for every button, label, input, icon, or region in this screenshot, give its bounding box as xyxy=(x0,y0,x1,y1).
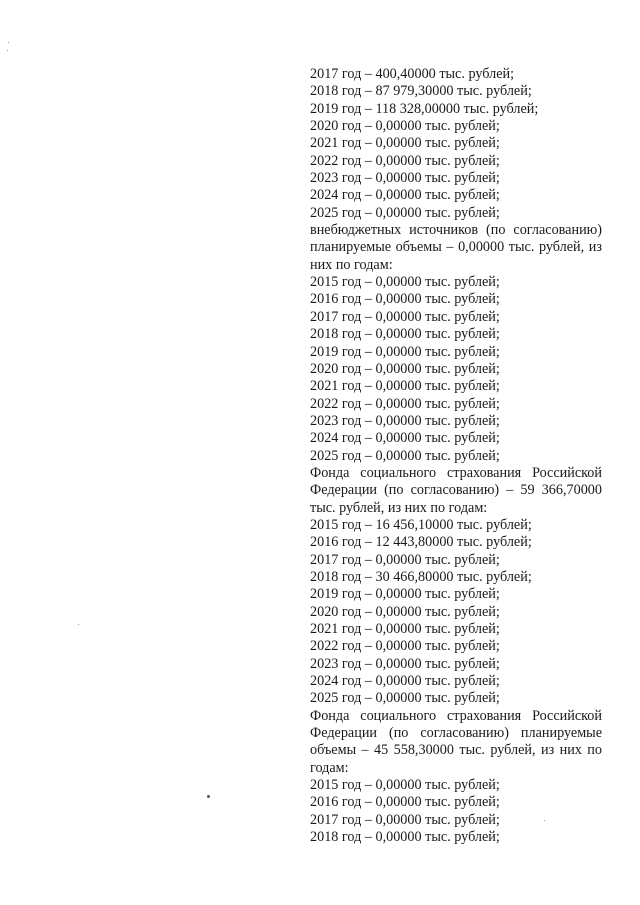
year-amount-line: 2022 год – 0,00000 тыс. рублей; xyxy=(310,395,500,412)
year-amount-line: 2022 год – 0,00000 тыс. рублей; xyxy=(310,638,500,655)
scan-speck xyxy=(7,50,8,51)
year-amount-line: 2017 год – 0,00000 тыс. рублей; xyxy=(310,811,500,828)
paragraph-social-insurance-fund-planned: Фонда социального страхования Российской Федерации (по согласованию) планируемые объемы – 45 558,30000 тыс. рублей, из них по годам: xyxy=(310,707,602,776)
scan-speck xyxy=(8,42,9,43)
year-amount-line: 2023 год – 0,00000 тыс. рублей; xyxy=(310,655,500,672)
year-amount-line: 2024 год – 0,00000 тыс. рублей; xyxy=(310,187,500,204)
paragraph-extrabudgetary: внебюджетных источников (по согласованию) планируемые объемы – 0,00000 тыс. рублей, из них по годам: xyxy=(310,222,602,273)
year-amount-line: 2024 год – 0,00000 тыс. рублей; xyxy=(310,430,500,447)
year-amount-line: 2018 год – 0,00000 тыс. рублей; xyxy=(310,326,500,343)
year-amount-line: 2018 год – 87 979,30000 тыс. рублей; xyxy=(310,83,532,100)
funding-lines-group xyxy=(310,274,602,465)
year-amount-line: 2018 год – 30 466,80000 тыс. рублей; xyxy=(310,568,532,585)
year-amount-line: 2022 год – 0,00000 тыс. рублей; xyxy=(310,152,500,169)
year-amount-line: 2025 год – 0,00000 тыс. рублей; xyxy=(310,204,500,221)
year-amount-line: 2016 год – 0,00000 тыс. рублей; xyxy=(310,794,500,811)
year-amount-line: 2023 год – 0,00000 тыс. рублей; xyxy=(310,412,500,429)
funding-lines-group xyxy=(310,777,602,846)
year-amount-line: 2016 год – 0,00000 тыс. рублей; xyxy=(310,291,500,308)
year-amount-line: 2019 год – 118 328,00000 тыс. рублей; xyxy=(310,100,539,117)
year-amount-line: 2017 год – 400,40000 тыс. рублей; xyxy=(310,66,515,82)
year-amount-line: 2015 год – 0,00000 тыс. рублей; xyxy=(310,777,500,794)
year-amount-line: 2016 год – 12 443,80000 тыс. рублей; xyxy=(310,534,532,551)
scan-speck xyxy=(78,624,79,625)
year-amount-line: 2023 год – 0,00000 тыс. рублей; xyxy=(310,170,500,187)
year-amount-line: 2020 год – 0,00000 тыс. рублей; xyxy=(310,118,500,135)
funding-lines-group xyxy=(310,517,602,708)
year-amount-line: 2015 год – 16 456,10000 тыс. рублей; xyxy=(310,516,532,533)
funding-lines-group xyxy=(310,66,602,222)
year-amount-line: 2017 год – 0,00000 тыс. рублей; xyxy=(310,308,500,325)
year-amount-line: 2020 год – 0,00000 тыс. рублей; xyxy=(310,360,500,377)
year-amount-line: 2021 год – 0,00000 тыс. рублей; xyxy=(310,378,500,395)
year-amount-line: 2025 год – 0,00000 тыс. рублей; xyxy=(310,447,500,464)
year-amount-line: 2020 год – 0,00000 тыс. рублей; xyxy=(310,603,500,620)
year-amount-line: 2017 год – 0,00000 тыс. рублей; xyxy=(310,551,500,568)
scan-dot xyxy=(207,795,210,798)
year-amount-line: 2019 год – 0,00000 тыс. рублей; xyxy=(310,586,500,603)
year-amount-line: 2018 год – 0,00000 тыс. рублей; xyxy=(310,829,500,846)
year-amount-line: 2015 год – 0,00000 тыс. рублей; xyxy=(310,274,500,291)
year-amount-line: 2019 год – 0,00000 тыс. рублей; xyxy=(310,343,500,360)
year-amount-line: 2025 год – 0,00000 тыс. рублей; xyxy=(310,690,500,707)
year-amount-line: 2024 год – 0,00000 тыс. рублей; xyxy=(310,673,500,690)
year-amount-line: 2021 год – 0,00000 тыс. рублей; xyxy=(310,135,500,152)
year-amount-line: 2021 год – 0,00000 тыс. рублей; xyxy=(310,621,500,637)
paragraph-social-insurance-fund: Фонда социального страхования Российской Федерации (по согласованию) – 59 366,70000 тыс. рублей, из них по годам: xyxy=(310,464,602,516)
funding-text-block xyxy=(310,66,602,846)
